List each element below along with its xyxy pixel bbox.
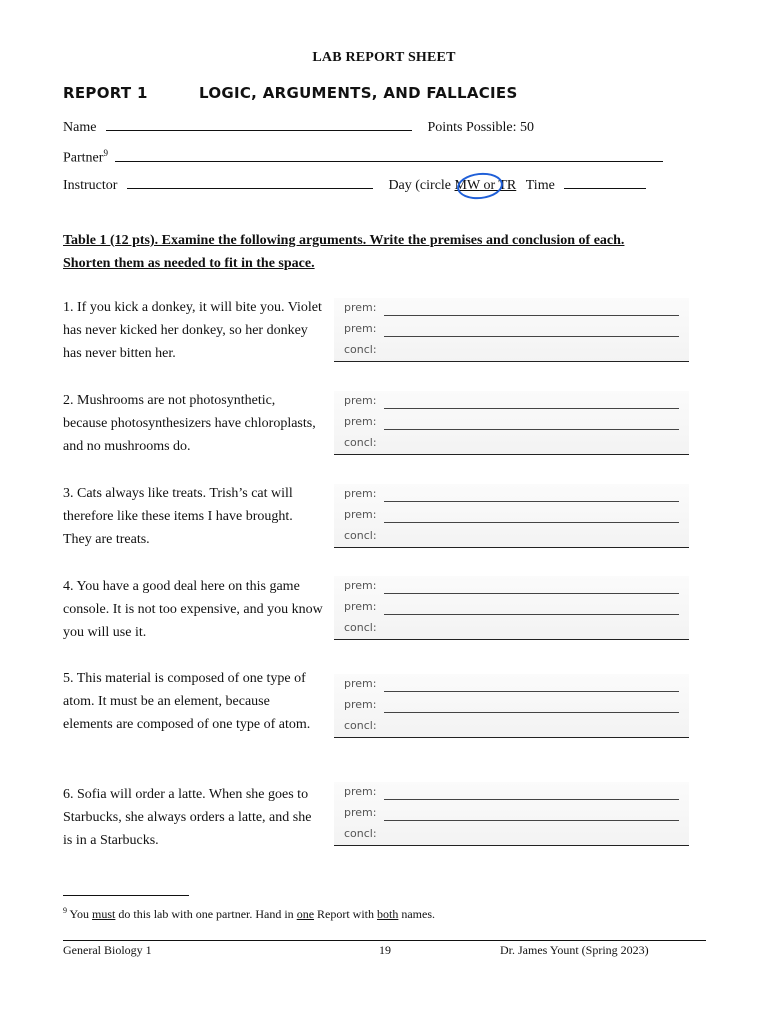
answer-box-5 xyxy=(334,674,689,738)
premise-label: prem: xyxy=(344,487,377,500)
conclusion-label: concl: xyxy=(344,719,377,732)
premise-label: prem: xyxy=(344,785,377,798)
premise-line[interactable] xyxy=(384,522,679,523)
name-row xyxy=(63,119,534,136)
conclusion-line[interactable] xyxy=(334,454,689,455)
premise-label: prem: xyxy=(344,579,377,592)
premise-label: prem: xyxy=(344,322,377,335)
conclusion-line[interactable] xyxy=(334,845,689,846)
conclusion-row[interactable] xyxy=(334,716,689,738)
conclusion-row[interactable] xyxy=(334,618,689,640)
report-number: REPORT 1 xyxy=(63,84,148,102)
answer-box-1 xyxy=(334,298,689,362)
conclusion-row[interactable] xyxy=(334,526,689,548)
conclusion-line[interactable] xyxy=(334,737,689,738)
premise-line[interactable] xyxy=(384,799,679,800)
footer-course: General Biology 1 xyxy=(63,943,152,957)
report-topic: LOGIC, ARGUMENTS, AND FALLACIES xyxy=(199,84,518,102)
day-option-tr[interactable]: TR xyxy=(498,178,517,193)
conclusion-line[interactable] xyxy=(334,361,689,362)
premise-row[interactable] xyxy=(334,391,689,413)
premise-row[interactable] xyxy=(334,695,689,717)
premise-row[interactable] xyxy=(334,803,689,825)
premise-line[interactable] xyxy=(384,501,679,502)
premise-row[interactable] xyxy=(334,484,689,506)
conclusion-label: concl: xyxy=(344,343,377,356)
footnote-emphasis-one: one xyxy=(296,907,315,921)
name-label: Name xyxy=(63,120,97,135)
conclusion-line[interactable] xyxy=(334,639,689,640)
footnote xyxy=(63,906,435,922)
conclusion-row[interactable] xyxy=(334,824,689,846)
instructor-label: Instructor xyxy=(63,178,118,193)
premise-line[interactable] xyxy=(384,315,679,316)
question-5: 5. This material is composed of one type of atom. It must be an element, because elements are composed of one type of atom. xyxy=(63,671,311,732)
premise-row[interactable] xyxy=(334,576,689,598)
premise-line[interactable] xyxy=(384,712,679,713)
points-possible: Points Possible: 50 xyxy=(427,120,535,135)
question-2: 2. Mushrooms are not photosynthetic, because photosynthesizers have chloroplasts, and no mushrooms do. xyxy=(63,393,316,454)
conclusion-label: concl: xyxy=(344,529,377,542)
instructor-field[interactable] xyxy=(127,177,373,189)
name-field[interactable] xyxy=(106,119,412,131)
question-1: 1. If you kick a donkey, it will bite you. Violet has never kicked her donkey, so her donkey has never bitten her. xyxy=(63,300,322,361)
partner-label: Partner xyxy=(63,150,104,166)
premise-row[interactable] xyxy=(334,505,689,527)
premise-label: prem: xyxy=(344,508,377,521)
answer-box-3 xyxy=(334,484,689,548)
answer-box-6 xyxy=(334,782,689,846)
partner-footnote-mark: 9 xyxy=(103,148,108,158)
time-field[interactable] xyxy=(564,177,646,189)
premise-line[interactable] xyxy=(384,336,679,337)
answer-box-4 xyxy=(334,576,689,640)
premise-label: prem: xyxy=(344,806,377,819)
premise-line[interactable] xyxy=(384,820,679,821)
table-instructions: Table 1 (12 pts). Examine the following arguments. Write the premises and conclusion of each. Shorten them as needed to fit in the space. xyxy=(63,233,625,271)
footer-author: Dr. James Yount (Spring 2023) xyxy=(500,943,649,957)
premise-label: prem: xyxy=(344,698,377,711)
premise-label: prem: xyxy=(344,677,377,690)
premise-line[interactable] xyxy=(384,614,679,615)
conclusion-line[interactable] xyxy=(334,547,689,548)
footer-divider xyxy=(63,940,706,941)
conclusion-label: concl: xyxy=(344,621,377,634)
premise-row[interactable] xyxy=(334,782,689,804)
conclusion-label: concl: xyxy=(344,436,377,449)
conclusion-row[interactable] xyxy=(334,433,689,455)
premise-line[interactable] xyxy=(384,408,679,409)
footnote-divider xyxy=(63,895,189,896)
footnote-text: Report with xyxy=(314,907,378,921)
premise-line[interactable] xyxy=(384,691,679,692)
time-label: Time xyxy=(525,178,555,193)
partner-field[interactable] xyxy=(115,150,663,162)
day-label: Day (circle xyxy=(388,178,455,193)
premise-row[interactable] xyxy=(334,319,689,341)
premise-row[interactable] xyxy=(334,674,689,696)
conclusion-label: concl: xyxy=(344,827,377,840)
premise-row[interactable] xyxy=(334,412,689,434)
page-number: 19 xyxy=(379,943,391,957)
instructor-row xyxy=(63,177,646,194)
premise-label: prem: xyxy=(344,301,377,314)
footnote-mark: 9 xyxy=(63,906,67,915)
answer-box-2 xyxy=(334,391,689,455)
footnote-text: do this lab with one partner. Hand in xyxy=(115,907,297,921)
footnote-emphasis-both: both xyxy=(377,907,399,921)
day-option-mw[interactable]: MW xyxy=(454,178,480,193)
handwritten-circle-mark xyxy=(456,171,504,202)
question-6: 6. Sofia will order a latte. When she goes to Starbucks, she always orders a latte, and she is in a Starbucks. xyxy=(63,787,312,848)
question-3: 3. Cats always like treats. Trish’s cat will therefore like these items I have brought. They are treats. xyxy=(63,486,293,547)
footnote-emphasis-must: must xyxy=(92,907,116,921)
conclusion-row[interactable] xyxy=(334,340,689,362)
premise-row[interactable] xyxy=(334,298,689,320)
footnote-text: names. xyxy=(398,907,436,921)
premise-label: prem: xyxy=(344,600,377,613)
footnote-text: You xyxy=(67,907,93,921)
premise-label: prem: xyxy=(344,415,377,428)
partner-row xyxy=(63,148,663,167)
question-4: 4. You have a good deal here on this game console. It is not too expensive, and you know you will use it. xyxy=(63,579,323,640)
premise-row[interactable] xyxy=(334,597,689,619)
premise-line[interactable] xyxy=(384,593,679,594)
day-or: or xyxy=(479,178,499,193)
premise-line[interactable] xyxy=(384,429,679,430)
sheet-title: LAB REPORT SHEET xyxy=(312,50,456,65)
premise-label: prem: xyxy=(344,394,377,407)
